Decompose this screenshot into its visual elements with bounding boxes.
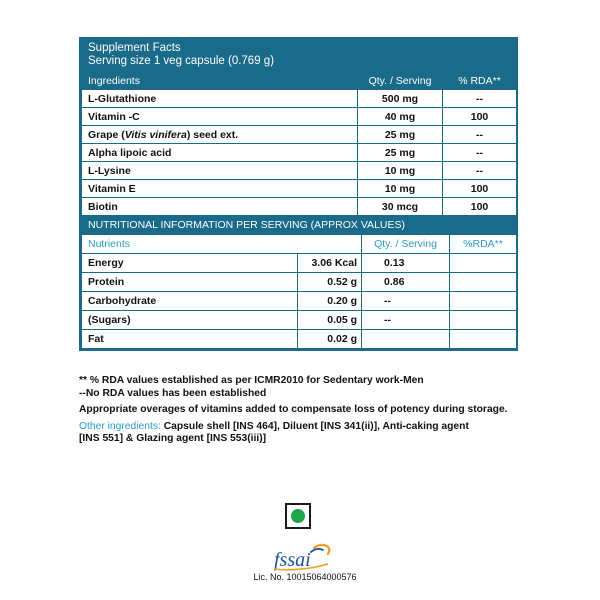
- col-qty: Qty. / Serving: [358, 72, 443, 90]
- nutrient-rda: 0.13: [362, 254, 450, 273]
- ingredient-row: [82, 108, 517, 126]
- veg-dot-icon: [291, 509, 305, 523]
- label-panel: [79, 37, 518, 351]
- fssai-logo-text: fssai: [274, 549, 311, 571]
- nutrient-value: 0.05 g: [298, 311, 362, 330]
- nutrient-row: [82, 292, 517, 311]
- other-ingredients: [79, 421, 518, 434]
- nutrient-value: 3.06 Kcal: [298, 254, 362, 273]
- nutrient-rda: 0.86: [362, 273, 450, 292]
- other-ingredients-text1: Capsule shell [INS 464], Diluent [INS 341(ii)], Anti-caking agent: [160, 420, 469, 432]
- ingredient-name-text: Vitamin E: [88, 182, 136, 195]
- supplement-column-headers: [82, 72, 517, 90]
- nutrient-extra: [450, 330, 517, 349]
- nutrient-value: 0.02 g: [298, 330, 362, 349]
- ingredient-rda: --: [443, 126, 517, 144]
- ingredient-name-suffix: ) seed ext.: [186, 128, 239, 141]
- ingredient-name-text: Alpha lipoic acid: [88, 146, 172, 159]
- nutrient-value: 0.20 g: [298, 292, 362, 311]
- nutrient-name: Energy: [82, 254, 298, 273]
- supplement-facts-title: Supplement Facts: [88, 42, 181, 54]
- ingredient-qty: 500 mg: [358, 90, 443, 108]
- ingredient-qty: 10 mg: [358, 162, 443, 180]
- ingredient-qty: 25 mg: [358, 126, 443, 144]
- ingredient-rda: --: [443, 162, 517, 180]
- ingredient-name: [82, 126, 358, 144]
- ingredient-name-text: Vitamin -C: [88, 110, 140, 123]
- nutrition-table: [81, 234, 517, 349]
- ingredient-row: [82, 90, 517, 108]
- ingredient-latin-name: Vitis vinifera: [124, 128, 187, 141]
- nutrient-row: [82, 311, 517, 330]
- col-nutrients: Nutrients: [82, 235, 362, 254]
- note-rda: ** % RDA values established as per ICMR2010 for Sedentary work-Men: [79, 375, 424, 386]
- ingredient-name: [82, 162, 358, 180]
- nutrient-rda: --: [362, 292, 450, 311]
- supplement-facts-header: [81, 39, 516, 71]
- ingredient-name-text: L-Lysine: [88, 164, 131, 177]
- ingredient-name: [82, 198, 358, 216]
- other-ingredients-label: Other ingredients:: [79, 420, 161, 432]
- fssai-logo-icon: [270, 542, 334, 572]
- nutrient-name: Carbohydrate: [82, 292, 298, 311]
- nutrient-extra: [450, 292, 517, 311]
- col-rda: % RDA**: [443, 72, 517, 90]
- nutrient-row: [82, 273, 517, 292]
- nutrient-row: [82, 254, 517, 273]
- ingredient-name: [82, 180, 358, 198]
- col-nutrition-qty: Qty. / Serving: [362, 235, 450, 254]
- serving-size: Serving size 1 veg capsule (0.769 g): [88, 55, 275, 67]
- col-ingredients: Ingredients: [82, 72, 358, 90]
- ingredient-row: [82, 162, 517, 180]
- ingredient-row: [82, 144, 517, 162]
- notes: [79, 375, 518, 446]
- ingredient-rda: --: [443, 90, 517, 108]
- nutrient-extra: [450, 311, 517, 330]
- nutrient-name: Protein: [82, 273, 298, 292]
- ingredient-name: [82, 108, 358, 126]
- ingredient-name: [82, 144, 358, 162]
- nutrient-value: 0.52 g: [298, 273, 362, 292]
- nutrient-row: [82, 330, 517, 349]
- ingredient-qty: 10 mg: [358, 180, 443, 198]
- note-no-rda: --No RDA values has been established: [79, 387, 267, 399]
- ingredient-qty: 25 mg: [358, 144, 443, 162]
- note-overages: Appropriate overages of vitamins added to compensate loss of potency during storage.: [79, 404, 508, 416]
- veg-symbol-icon: [285, 503, 311, 529]
- ingredient-name-text: Grape (: [88, 128, 125, 141]
- nutrient-rda: --: [362, 311, 450, 330]
- ingredient-name-text: Biotin: [88, 200, 118, 213]
- other-ingredients-text2: [INS 551] & Glazing agent [INS 553(iii)]: [79, 433, 267, 445]
- ingredient-rda: 100: [443, 198, 517, 216]
- ingredient-qty: 40 mg: [358, 108, 443, 126]
- nutrient-extra: [450, 273, 517, 292]
- ingredient-name-text: L-Glutathione: [88, 92, 157, 105]
- col-nutrition-rda: %RDA**: [450, 235, 517, 254]
- ingredient-row: [82, 126, 517, 144]
- nutrition-column-headers: [82, 235, 517, 254]
- ingredient-qty: 30 mcg: [358, 198, 443, 216]
- ingredient-row: [82, 180, 517, 198]
- nutrient-name: (Sugars): [82, 311, 298, 330]
- ingredient-name: [82, 90, 358, 108]
- nutrient-rda: [362, 330, 450, 349]
- nutrient-name: Fat: [82, 330, 298, 349]
- ingredient-rda: 100: [443, 180, 517, 198]
- ingredient-row: [82, 198, 517, 216]
- license-number: Lic. No. 10015064000576: [253, 572, 357, 582]
- nutrient-extra: [450, 254, 517, 273]
- supplement-facts-table: [81, 71, 517, 216]
- nutrition-header: NUTRITIONAL INFORMATION PER SERVING (APPROX VALUES): [81, 216, 516, 234]
- ingredient-rda: --: [443, 144, 517, 162]
- ingredient-rda: 100: [443, 108, 517, 126]
